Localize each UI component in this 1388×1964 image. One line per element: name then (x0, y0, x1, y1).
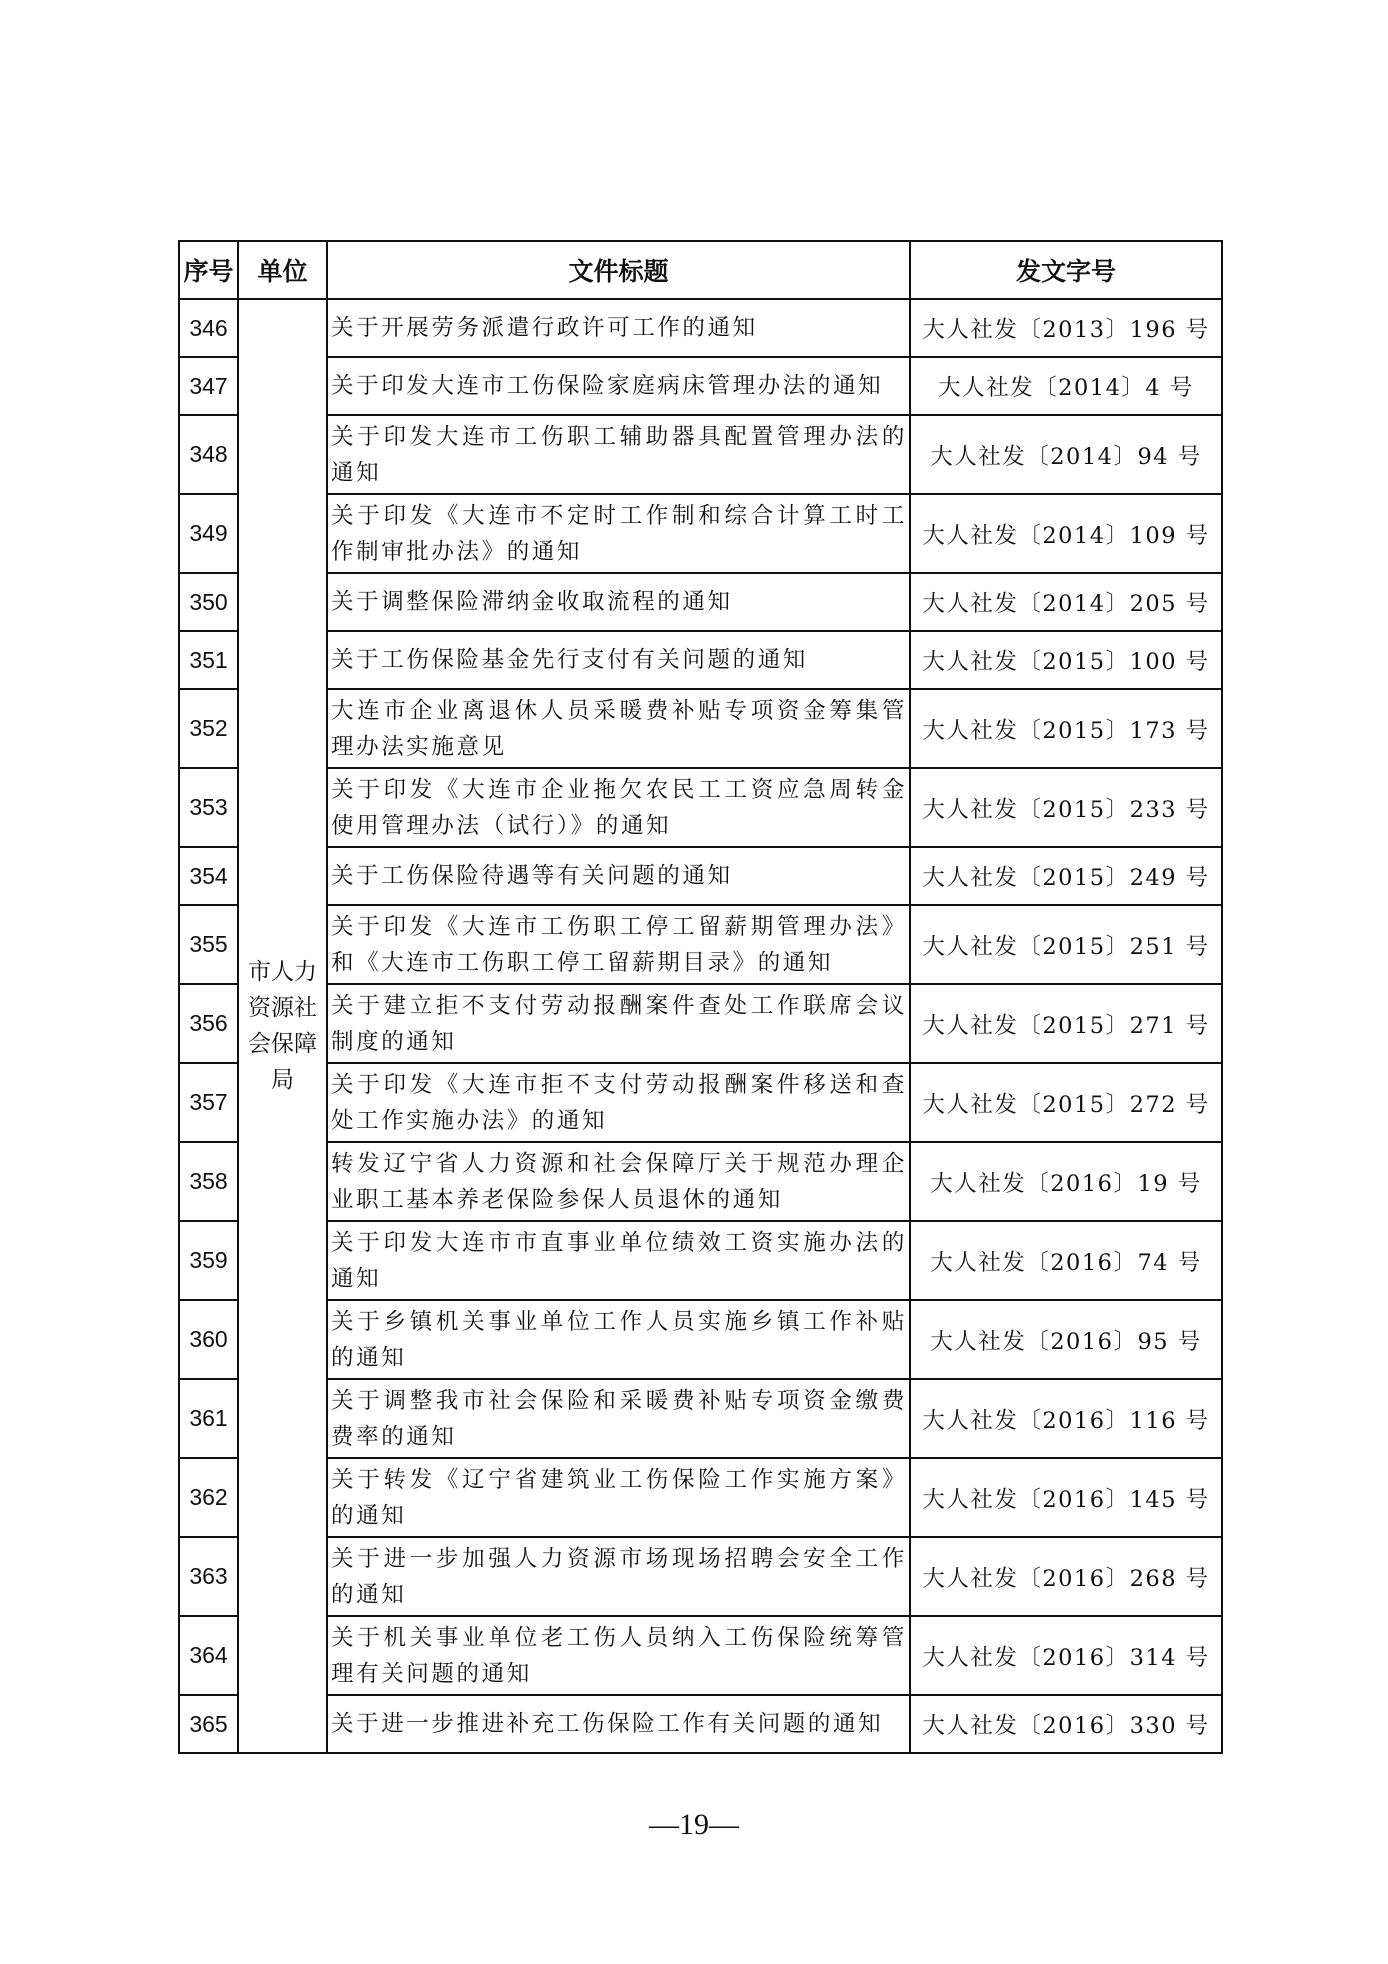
table-row (179, 905, 1222, 984)
row-number: 361 (179, 1379, 238, 1458)
row-number: 365 (179, 1695, 238, 1753)
row-number: 356 (179, 984, 238, 1063)
document-title: 关于进一步加强人力资源市场现场招聘会安全工作的通知 (327, 1537, 910, 1616)
row-number: 355 (179, 905, 238, 984)
table-row (179, 1616, 1222, 1695)
row-number: 348 (179, 415, 238, 494)
header-unit: 单位 (238, 241, 327, 299)
table-row (179, 768, 1222, 847)
row-number: 349 (179, 494, 238, 573)
document-code: 大人社发〔2014〕205 号 (910, 573, 1222, 631)
document-title: 关于建立拒不支付劳动报酬案件查处工作联席会议制度的通知 (327, 984, 910, 1063)
document-title: 关于调整保险滞纳金收取流程的通知 (327, 573, 910, 631)
row-number: 351 (179, 631, 238, 689)
row-number: 362 (179, 1458, 238, 1537)
document-code: 大人社发〔2016〕268 号 (910, 1537, 1222, 1616)
row-number: 359 (179, 1221, 238, 1300)
row-number: 360 (179, 1300, 238, 1379)
document-title: 关于开展劳务派遣行政许可工作的通知 (327, 299, 910, 357)
row-number: 352 (179, 689, 238, 768)
document-code: 大人社发〔2016〕330 号 (910, 1695, 1222, 1753)
document-list-table (178, 240, 1223, 1754)
document-title: 关于工伤保险基金先行支付有关问题的通知 (327, 631, 910, 689)
document-title: 关于工伤保险待遇等有关问题的通知 (327, 847, 910, 905)
table-row (179, 494, 1222, 573)
row-number: 363 (179, 1537, 238, 1616)
row-number: 354 (179, 847, 238, 905)
table-row (179, 689, 1222, 768)
document-title: 关于机关事业单位老工伤人员纳入工伤保险统筹管理有关问题的通知 (327, 1616, 910, 1695)
document-code: 大人社发〔2016〕314 号 (910, 1616, 1222, 1695)
document-code: 大人社发〔2015〕271 号 (910, 984, 1222, 1063)
table-row (179, 1379, 1222, 1458)
row-number: 347 (179, 357, 238, 415)
document-title: 关于乡镇机关事业单位工作人员实施乡镇工作补贴的通知 (327, 1300, 910, 1379)
table-row (179, 1458, 1222, 1537)
document-title: 关于进一步推进补充工伤保险工作有关问题的通知 (327, 1695, 910, 1753)
header-title: 文件标题 (327, 241, 910, 299)
document-title: 关于调整我市社会保险和采暖费补贴专项资金缴费费率的通知 (327, 1379, 910, 1458)
document-code: 大人社发〔2014〕4 号 (910, 357, 1222, 415)
issuing-unit: 市人力资源社会保障局 (238, 299, 327, 1753)
document-code: 大人社发〔2016〕95 号 (910, 1300, 1222, 1379)
row-number: 346 (179, 299, 238, 357)
document-code: 大人社发〔2016〕74 号 (910, 1221, 1222, 1300)
document-code: 大人社发〔2014〕109 号 (910, 494, 1222, 573)
table-row (179, 984, 1222, 1063)
table-row (179, 357, 1222, 415)
document-code: 大人社发〔2015〕249 号 (910, 847, 1222, 905)
page-number: —19— (649, 1808, 739, 1841)
document-code: 大人社发〔2016〕116 号 (910, 1379, 1222, 1458)
document-code: 大人社发〔2015〕233 号 (910, 768, 1222, 847)
document-code: 大人社发〔2015〕100 号 (910, 631, 1222, 689)
document-title: 关于印发大连市工伤职工辅助器具配置管理办法的通知 (327, 415, 910, 494)
document-code: 大人社发〔2013〕196 号 (910, 299, 1222, 357)
row-number: 357 (179, 1063, 238, 1142)
row-number: 350 (179, 573, 238, 631)
table-row (179, 1300, 1222, 1379)
header-code: 发文字号 (910, 241, 1222, 299)
document-title: 关于印发《大连市工伤职工停工留薪期管理办法》和《大连市工伤职工停工留薪期目录》的通知 (327, 905, 910, 984)
table-row (179, 415, 1222, 494)
document-title: 关于转发《辽宁省建筑业工伤保险工作实施方案》的通知 (327, 1458, 910, 1537)
row-number: 364 (179, 1616, 238, 1695)
document-title: 转发辽宁省人力资源和社会保障厅关于规范办理企业职工基本养老保险参保人员退休的通知 (327, 1142, 910, 1221)
document-title: 关于印发大连市工伤保险家庭病床管理办法的通知 (327, 357, 910, 415)
document-code: 大人社发〔2016〕145 号 (910, 1458, 1222, 1537)
document-title: 关于印发大连市市直事业单位绩效工资实施办法的通知 (327, 1221, 910, 1300)
document-code: 大人社发〔2014〕94 号 (910, 415, 1222, 494)
table-row (179, 847, 1222, 905)
document-title: 大连市企业离退休人员采暖费补贴专项资金筹集管理办法实施意见 (327, 689, 910, 768)
document-code: 大人社发〔2015〕272 号 (910, 1063, 1222, 1142)
row-number: 353 (179, 768, 238, 847)
table-row (179, 1695, 1222, 1753)
row-number: 358 (179, 1142, 238, 1221)
table-row (179, 1063, 1222, 1142)
document-code: 大人社发〔2015〕251 号 (910, 905, 1222, 984)
table-row (179, 1537, 1222, 1616)
document-code: 大人社发〔2015〕173 号 (910, 689, 1222, 768)
table-row (179, 1221, 1222, 1300)
table-row (179, 573, 1222, 631)
document-title: 关于印发《大连市企业拖欠农民工工资应急周转金使用管理办法（试行）》的通知 (327, 768, 910, 847)
header-num: 序号 (179, 241, 238, 299)
table-row (179, 1142, 1222, 1221)
table-row (179, 299, 1222, 357)
table-header-row (179, 241, 1222, 299)
document-title: 关于印发《大连市不定时工作制和综合计算工时工作制审批办法》的通知 (327, 494, 910, 573)
document-title: 关于印发《大连市拒不支付劳动报酬案件移送和查处工作实施办法》的通知 (327, 1063, 910, 1142)
table-row (179, 631, 1222, 689)
document-code: 大人社发〔2016〕19 号 (910, 1142, 1222, 1221)
